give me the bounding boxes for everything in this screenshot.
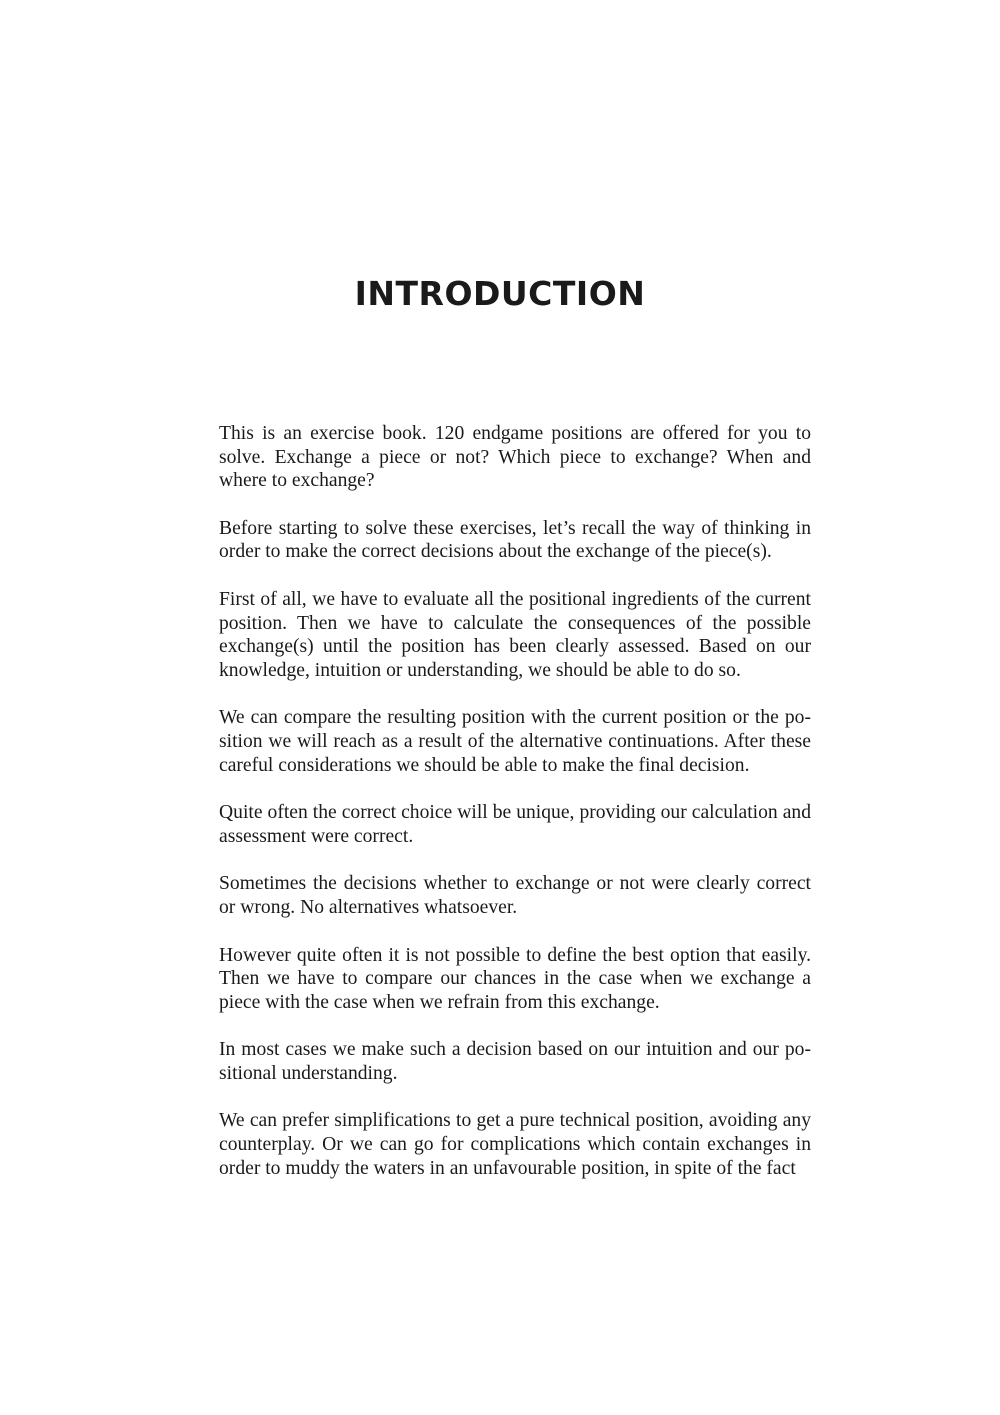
- paragraph: In most cases we make such a decision based on our intuition and our positional understanding.: [219, 1039, 811, 1084]
- introduction-body: [219, 422, 811, 1204]
- paragraph: Quite often the correct choice will be unique, providing our calculation and assessment were correct.: [219, 802, 811, 847]
- paragraph: However quite often it is not possible to define the best option that easily. Then we have to compare our chances in the case when we exchange a piece with the case when we refrain from this exchange.: [219, 944, 811, 1013]
- paragraph: This is an exercise book. 120 endgame positions are offered for you to solve. Exchange a piece or not? Which piece to exchange? When and where to exchange?: [219, 423, 811, 492]
- paragraph: We can prefer simplifications to get a pure technical position, avoiding any counterplay. Or we can go for complications which contain exchanges in order to muddy the waters in an unfavourable position, in spite of the fact: [219, 1110, 811, 1179]
- paragraph: Sometimes the decisions whether to exchange or not were clearly correct or wrong. No alternatives whatsoever.: [219, 873, 811, 918]
- paragraph: First of all, we have to evaluate all the positional ingredients of the current position. Then we have to calculate the consequences of the possible exchange(s) until the position has been clearly assessed. Based on our knowledge, intuition or understanding, we should be able to do so.: [219, 588, 811, 681]
- paragraph: Before starting to solve these exercises, let’s recall the way of thinking in order to make the correct decisions about the exchange of the piece(s).: [219, 517, 811, 563]
- page-title: INTRODUCTION: [354, 274, 646, 313]
- paragraph: We can compare the resulting position with the current position or the position we will reach as a result of the alternative continuations. After these careful considerations we should be able to make the final decision.: [219, 707, 811, 776]
